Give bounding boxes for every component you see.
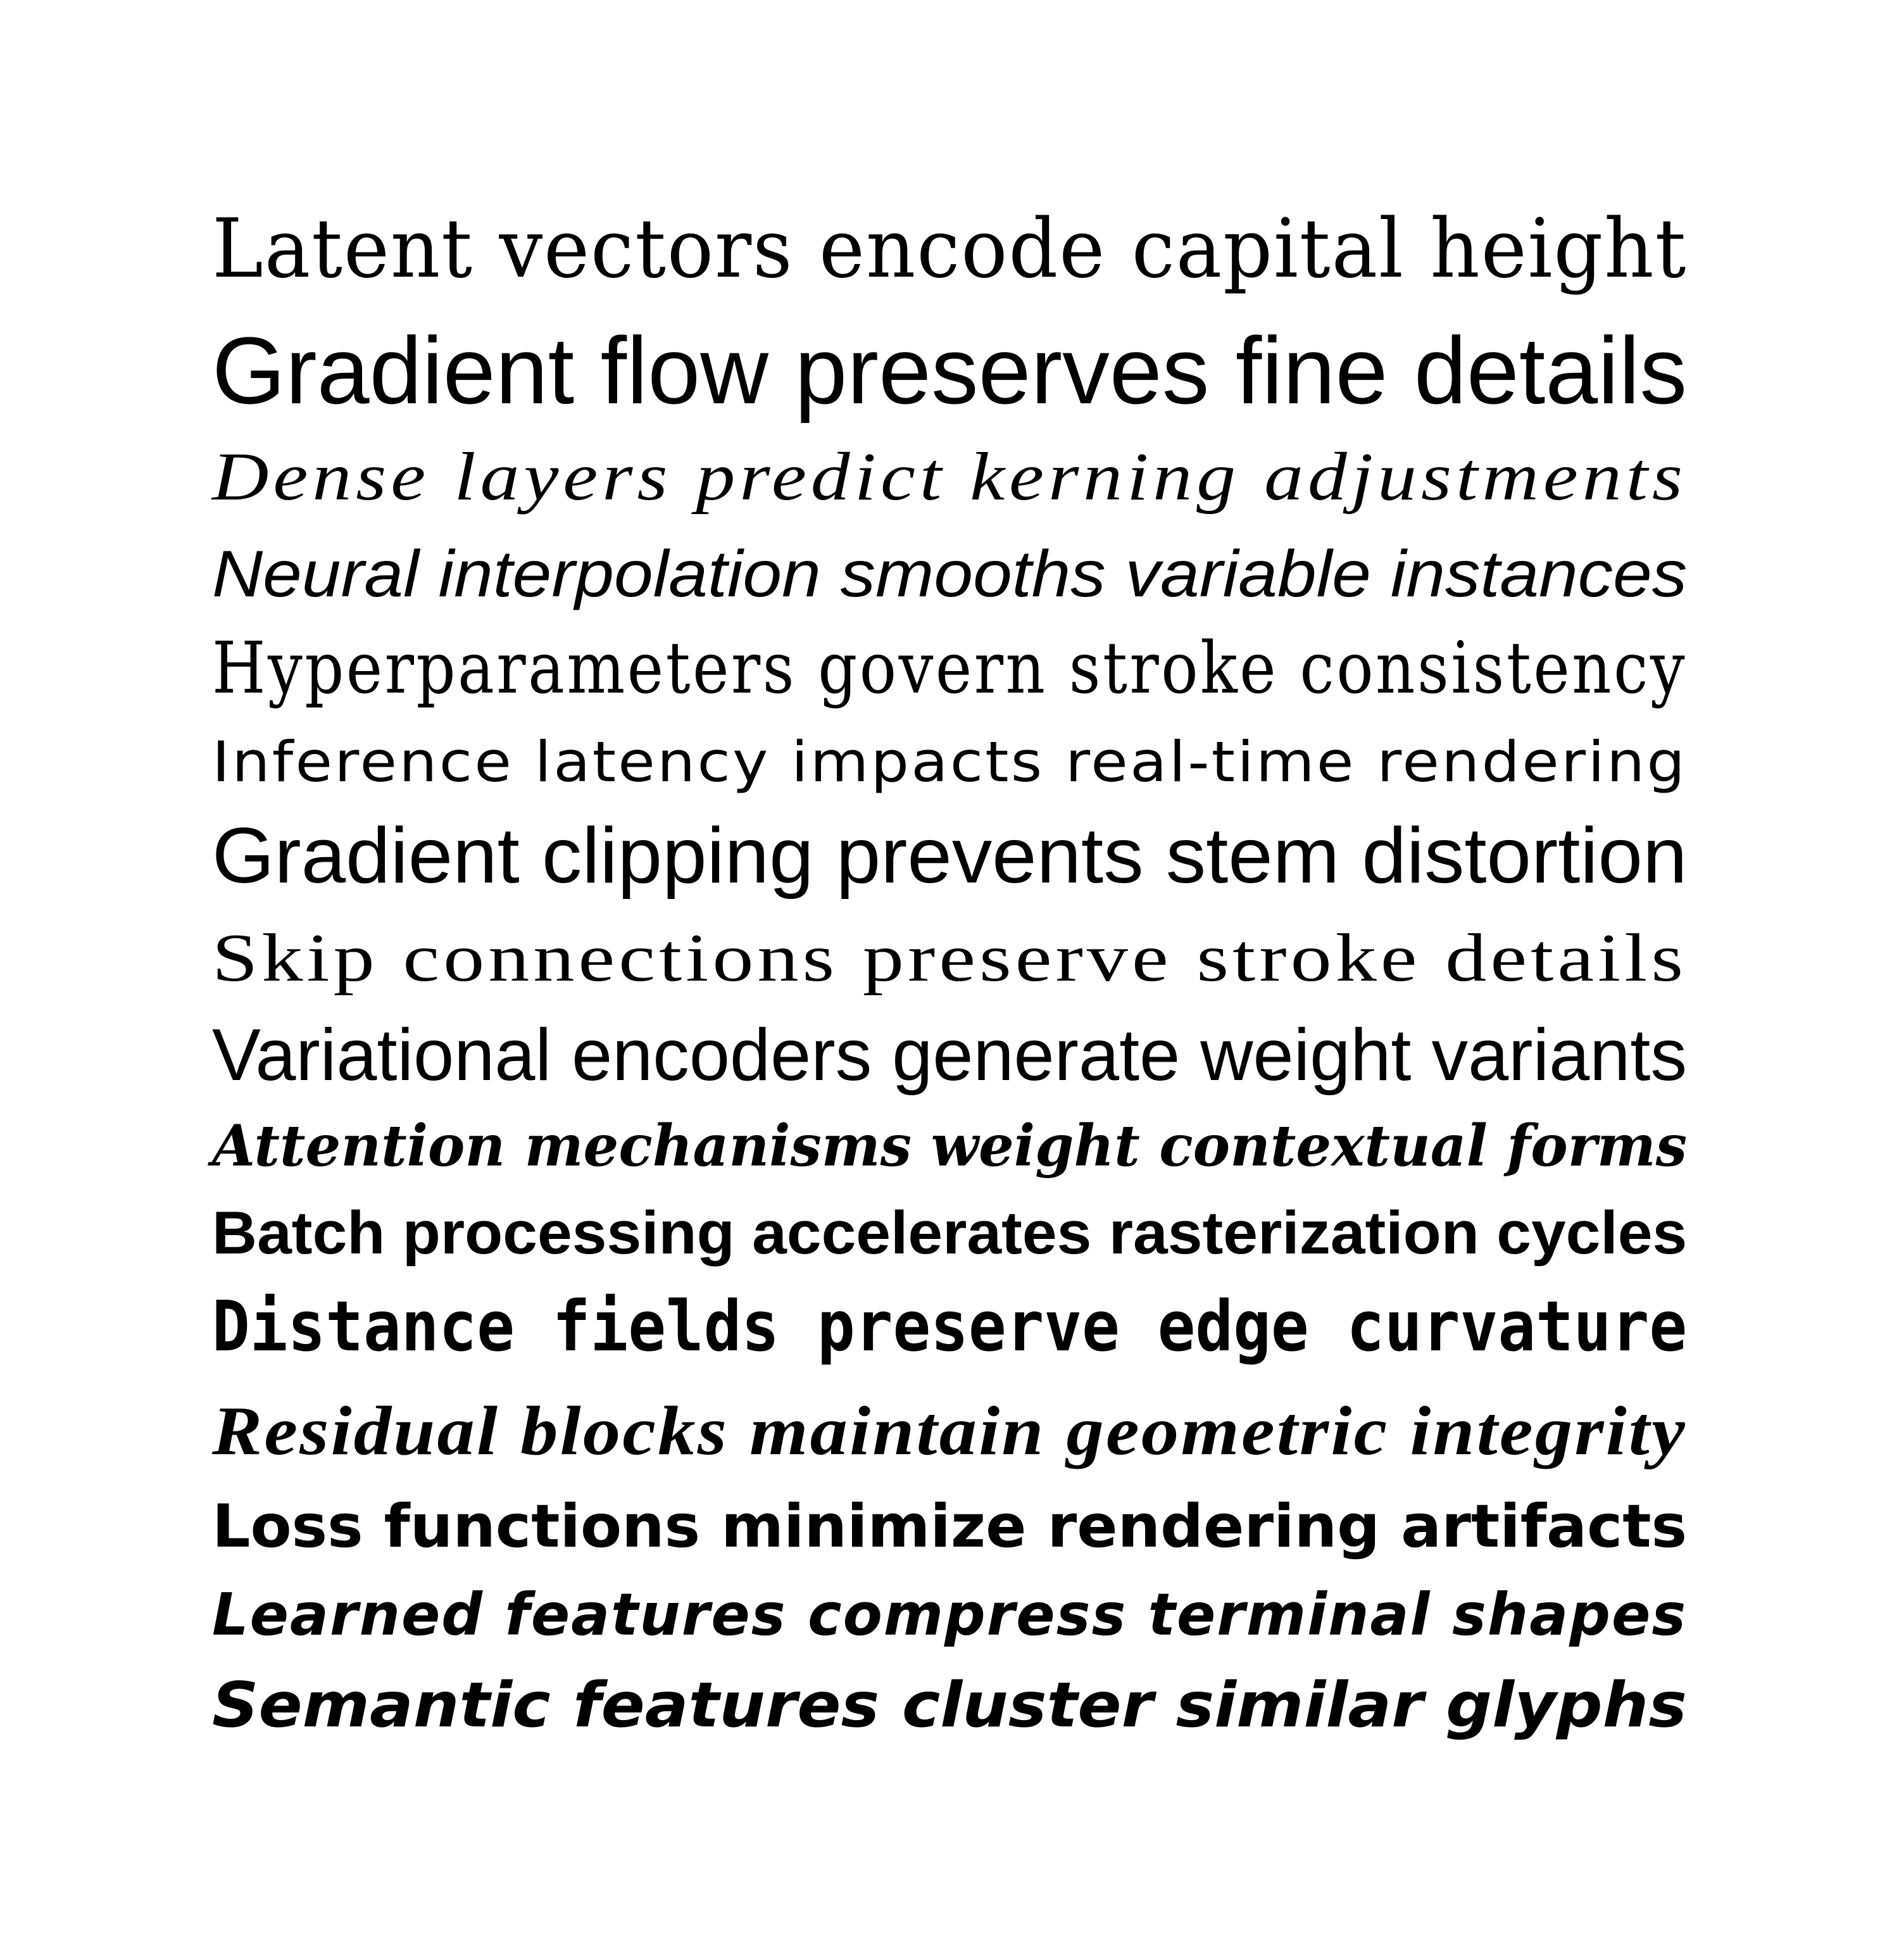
specimen-line-10: Attention mechanisms weight contextual forms [212, 1112, 1688, 1179]
specimen-line-15: Learned features compress terminal shapes [212, 1581, 1688, 1649]
specimen-line-6: Inference latency impacts real-time rendering [212, 729, 1688, 795]
specimen-line-12: Distance fields preserve edge curvature [212, 1286, 1688, 1367]
specimen-line-1: Latent vectors encode capital height [212, 202, 1688, 296]
specimen-line-9: Variational encoders generate weight variants [212, 1014, 1688, 1096]
specimen-line-4: Neural interpolation smooths variable instances [212, 537, 1688, 611]
specimen-line-13: Residual blocks maintain geometric integrity [212, 1392, 1687, 1469]
specimen-line-7: Gradient clipping prevents stem distortion [212, 812, 1688, 900]
specimen-line-16: Semantic features cluster similar glyphs [212, 1669, 1688, 1742]
specimen-line-2: Gradient flow preserves fine details [212, 317, 1688, 424]
specimen-line-5: Hyperparameters govern stroke consistency [212, 627, 1688, 710]
specimen-line-14: Loss functions minimize rendering artifacts [212, 1492, 1688, 1561]
specimen-line-3: Dense layers predict kerning adjustments [212, 439, 1688, 515]
specimen-line-11: Batch processing accelerates rasterization cycles [212, 1199, 1688, 1267]
specimen-line-8: Skip connections preserve stroke details [212, 920, 1688, 996]
